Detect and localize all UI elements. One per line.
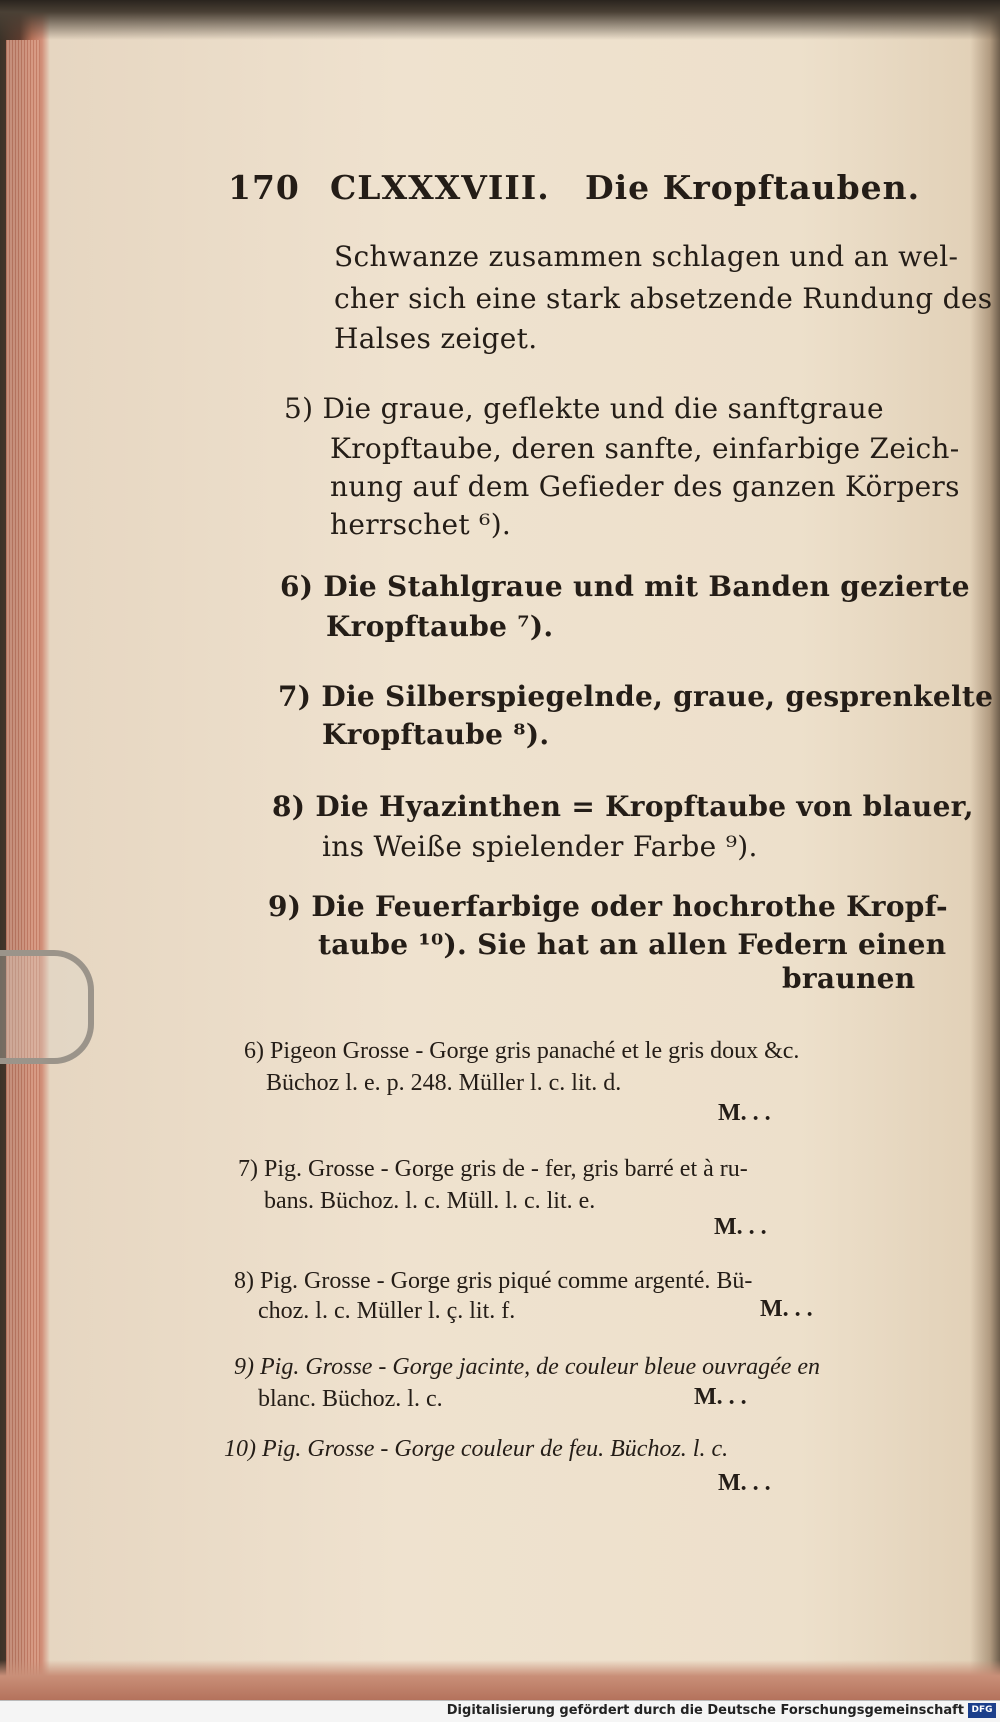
footnote-8-line: choz. l. c. Müller l. ç. lit. f. — [258, 1298, 516, 1324]
body-line: Halses zeiget. — [334, 322, 538, 355]
footnote-6-signature: M. . . — [718, 1100, 771, 1126]
item-7-line: Kropftaube ⁸). — [322, 718, 550, 751]
page-number: 170 — [228, 168, 300, 207]
item-8-line: 8) Die Hyazinthen = Kropftaube von blauer, — [272, 790, 974, 823]
item-5-line: herrschet ⁶). — [330, 508, 512, 541]
top-shadow — [0, 0, 1000, 40]
chapter-number: CLXXXVIII. — [330, 168, 550, 207]
footnote-9-line: blanc. Büchoz. l. c. — [258, 1386, 443, 1412]
item-6-line: 6) Die Stahlgraue und mit Banden gezierte — [280, 570, 970, 603]
bottom-edge — [0, 1660, 1000, 1700]
item-9-line: 9) Die Feuerfarbige oder hochrothe Kropf- — [268, 890, 948, 923]
digitization-footer — [0, 1700, 1000, 1722]
footnote-9-line: 9) Pig. Grosse - Gorge jacinte, de couleur bleue ouvragée en — [234, 1354, 821, 1380]
item-5-line: 5) Die graue, geflekte und die sanftgraue — [284, 392, 884, 425]
body-line: Schwanze zusammen schlagen und an wel- — [334, 240, 959, 273]
item-9-line: taube ¹⁰). Sie hat an allen Federn einen — [318, 928, 947, 961]
footnote-6-line: Büchoz l. e. p. 248. Müller l. c. lit. d. — [266, 1070, 622, 1096]
item-8-line: ins Weiße spielender Farbe ⁹). — [322, 830, 758, 863]
item-5-line: Kropftaube, deren sanfte, einfarbige Zeich- — [330, 432, 960, 465]
footnote-8-signature: M. . . — [760, 1296, 813, 1322]
footnote-7-signature: M. . . — [714, 1214, 767, 1240]
footnote-6-line: 6) Pigeon Grosse - Gorge gris panaché et le gris doux &c. — [244, 1038, 800, 1064]
page-edges — [6, 40, 40, 1680]
item-5-line: nung auf dem Gefieder des ganzen Körpers — [330, 470, 960, 503]
footnote-7-line: bans. Büchoz. l. c. Müll. l. c. lit. e. — [264, 1188, 596, 1214]
footnote-10-signature: M. . . — [718, 1470, 771, 1496]
running-title: Die Kropftauben. — [585, 168, 921, 207]
footnote-8-line: 8) Pig. Grosse - Gorge gris piqué comme argenté. Bü- — [234, 1268, 753, 1294]
footnote-10-line: 10) Pig. Grosse - Gorge couleur de feu. Büchoz. l. c. — [224, 1436, 729, 1462]
paper-clip — [0, 950, 94, 1064]
footnote-7-line: 7) Pig. Grosse - Gorge gris de - fer, gris barré et à ru- — [238, 1156, 748, 1182]
item-6-line: Kropftaube ⁷). — [326, 610, 554, 643]
catchword: braunen — [782, 962, 916, 995]
footnote-9-signature: M. . . — [694, 1384, 747, 1410]
item-7-line: 7) Die Silberspiegelnde, graue, gesprenkelte — [278, 680, 994, 713]
dfg-logo: DFG — [968, 1703, 996, 1718]
digitization-credit: Digitalisierung gefördert durch die Deutsche Forschungsgemeinschaft — [446, 1703, 964, 1718]
body-line: cher sich eine stark absetzende Rundung des — [334, 282, 993, 315]
